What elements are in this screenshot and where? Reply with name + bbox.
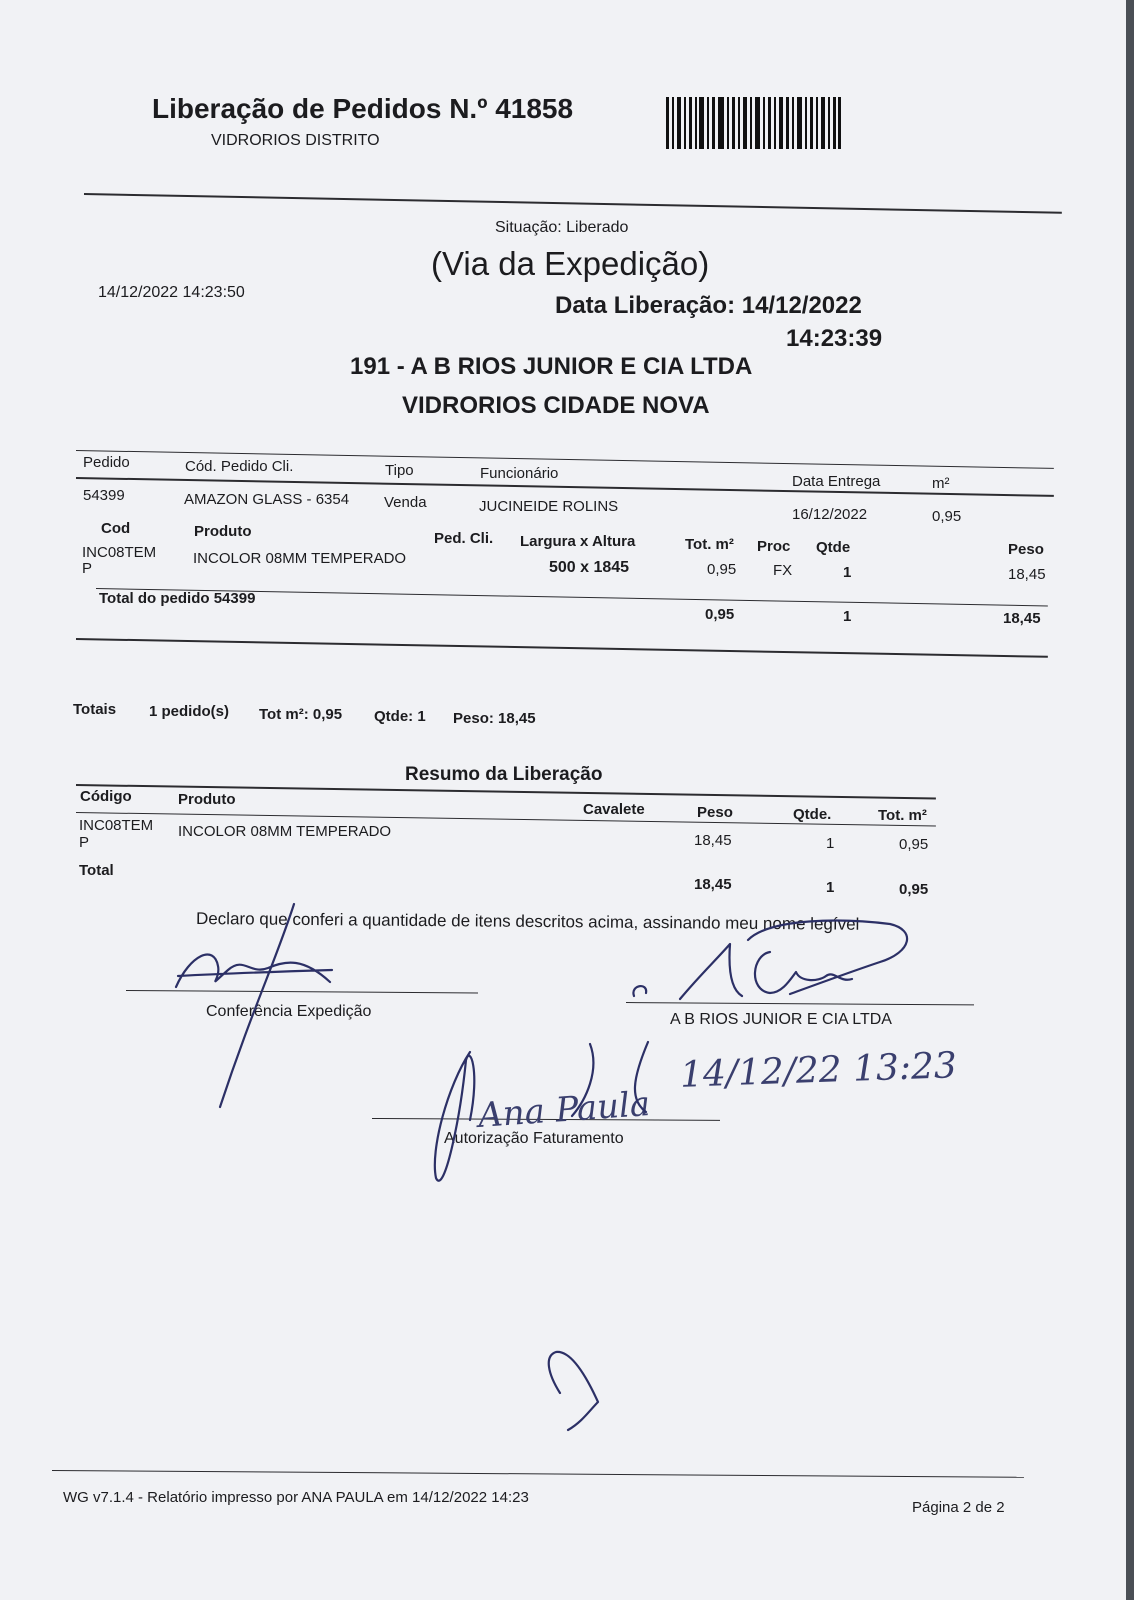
order-total-qtde: 1 bbox=[843, 608, 852, 625]
col-header-pedido: Pedido bbox=[83, 454, 130, 471]
signature-caption-autorizacao: Autorização Faturamento bbox=[444, 1130, 624, 1147]
summary-header-produto: Produto bbox=[178, 791, 236, 808]
item-peso: 18,45 bbox=[1008, 566, 1046, 583]
order-number: 54399 bbox=[83, 487, 125, 504]
summary-header-codigo: Código bbox=[80, 788, 132, 805]
col-header-data-entrega: Data Entrega bbox=[792, 473, 881, 490]
client-name: 191 - A B RIOS JUNIOR E CIA LTDA bbox=[350, 353, 753, 380]
signature-client-scribble bbox=[633, 921, 907, 999]
summary-total-peso: 18,45 bbox=[694, 876, 732, 893]
copy-type: (Via da Expedição) bbox=[431, 245, 710, 282]
summary-header-qtde: Qtde. bbox=[793, 806, 832, 823]
signature-caption-client: A B RIOS JUNIOR E CIA LTDA bbox=[670, 1011, 892, 1028]
col-header-tipo: Tipo bbox=[385, 462, 414, 479]
employee-name: JUCINEIDE ROLINS bbox=[479, 498, 619, 515]
printed-datetime: 14/12/2022 14:23:50 bbox=[98, 284, 245, 301]
item-product: INCOLOR 08MM TEMPERADO bbox=[193, 550, 407, 567]
summary-qtde: 1 bbox=[826, 835, 835, 852]
handwritten-name: Ana Paula bbox=[476, 1084, 652, 1136]
handwritten-date: 14/12/22 13:23 bbox=[679, 1045, 958, 1096]
order-total-m2: 0,95 bbox=[705, 606, 735, 623]
item-code-continued: P bbox=[82, 560, 93, 577]
summary-title: Resumo da Liberação bbox=[405, 764, 603, 785]
order-m2: 0,95 bbox=[932, 508, 962, 525]
footer-printed-by: WG v7.1.4 - Relatório impresso por ANA PAULA em 14/12/2022 14:23 bbox=[63, 1489, 529, 1506]
summary-product: INCOLOR 08MM TEMPERADO bbox=[178, 823, 392, 840]
item-tot-m2: 0,95 bbox=[707, 561, 737, 578]
release-time: 14:23:39 bbox=[786, 325, 883, 352]
item-header-peso: Peso bbox=[1008, 541, 1044, 558]
col-header-funcionario: Funcionário bbox=[480, 465, 559, 482]
item-qtde: 1 bbox=[843, 564, 852, 581]
totals-orders: 1 pedido(s) bbox=[149, 703, 230, 720]
summary-total-tot-m2: 0,95 bbox=[899, 881, 929, 898]
order-total-peso: 18,45 bbox=[1003, 610, 1041, 627]
delivery-date: 16/12/2022 bbox=[792, 506, 868, 523]
item-proc: FX bbox=[773, 562, 793, 579]
totals-peso: Peso: 18,45 bbox=[453, 710, 536, 727]
item-dimensions: 500 x 1845 bbox=[549, 559, 630, 576]
client-store: VIDRORIOS CIDADE NOVA bbox=[402, 392, 710, 419]
signature-caption-conferencia: Conferência Expedição bbox=[206, 1003, 372, 1020]
release-date: Data Liberação: 14/12/2022 bbox=[555, 292, 862, 319]
signature-conferencia-scribble bbox=[176, 904, 332, 1107]
order-type: Venda bbox=[384, 494, 427, 511]
signature-autorizacao-scribble bbox=[435, 1042, 648, 1181]
totals-qtde: Qtde: 1 bbox=[374, 708, 426, 725]
item-header-proc: Proc bbox=[757, 538, 791, 555]
totals-m2: Tot m²: 0,95 bbox=[259, 706, 343, 723]
summary-header-peso: Peso bbox=[697, 804, 733, 821]
col-header-m2: m² bbox=[932, 475, 950, 492]
summary-total-label: Total bbox=[79, 862, 114, 879]
item-header-produto: Produto bbox=[194, 523, 252, 540]
footer-page-number: Página 2 de 2 bbox=[912, 1499, 1005, 1516]
summary-peso: 18,45 bbox=[694, 832, 732, 849]
company-name: VIDRORIOS DISTRITO bbox=[211, 132, 380, 149]
item-header-cod: Cod bbox=[101, 520, 131, 537]
item-code: INC08TEM bbox=[82, 544, 157, 561]
summary-header-cavalete: Cavalete bbox=[583, 801, 645, 818]
declaration-text: Declaro que conferi a quantidade de itens descritos acima, assinando meu nome legível bbox=[195, 909, 860, 934]
summary-tot-m2: 0,95 bbox=[899, 836, 929, 853]
totals-label: Totais bbox=[73, 701, 117, 718]
client-order-code: AMAZON GLASS - 6354 bbox=[184, 491, 350, 508]
item-header-tot-m2: Tot. m² bbox=[685, 536, 734, 553]
col-header-cod-cli: Cód. Pedido Cli. bbox=[185, 458, 294, 475]
summary-code: INC08TEM bbox=[79, 817, 154, 834]
summary-total-qtde: 1 bbox=[826, 879, 835, 896]
summary-code-continued: P bbox=[79, 834, 90, 851]
order-situation: Situação: Liberado bbox=[495, 219, 629, 236]
summary-header-tot-m2: Tot. m² bbox=[878, 807, 927, 824]
item-header-dimensions: Largura x Altura bbox=[520, 533, 636, 550]
item-header-qtde: Qtde bbox=[816, 539, 851, 556]
check-mark-scribble bbox=[549, 1352, 598, 1430]
order-total-label: Total do pedido 54399 bbox=[99, 590, 256, 607]
item-header-ped-cli: Ped. Cli. bbox=[434, 530, 494, 547]
document-title: Liberação de Pedidos N.º 41858 bbox=[152, 93, 574, 124]
